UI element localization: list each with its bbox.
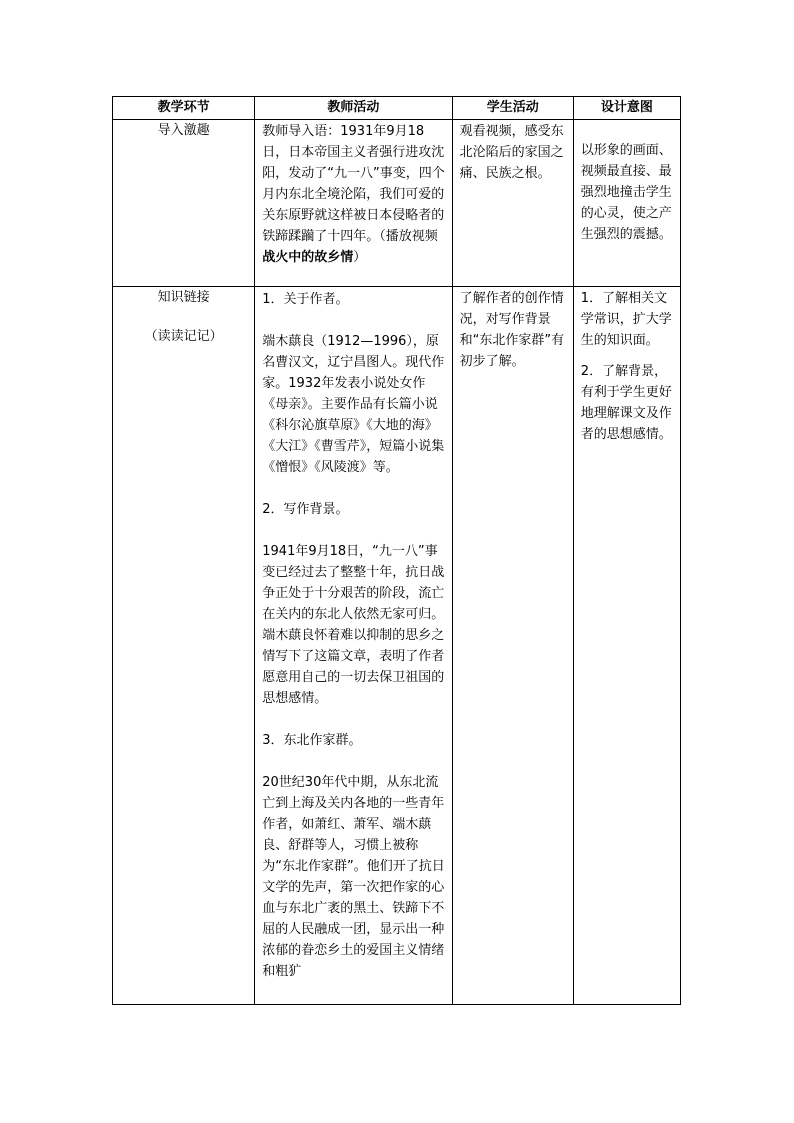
background-paragraph: 1941年9月18日，“九一八”事变已经过去了整整十年，抗日战争正处于十分艰苦的阶段，流亡在关内的东北人依然无家可归。端木蕻良怀着难以抑制的思乡之情写下了这篇文章，表明了作者愿意用自己的一切去保卫祖国的思想感情。 — [262, 544, 445, 706]
teacher-activity-cell — [255, 120, 452, 287]
section-heading-writers: 3．东北作家群。 — [262, 733, 362, 748]
header-student-activity: 学生活动 — [452, 97, 573, 120]
section-heading-background: 2．写作背景。 — [262, 502, 349, 517]
lesson-plan-table — [112, 96, 681, 1005]
student-activity-cell — [452, 120, 573, 287]
section-heading-author: 1．关于作者。 — [262, 292, 349, 307]
design-intent-item: 1．了解相关文学常识，扩大学生的知识面。 — [580, 291, 672, 348]
video-title: 战火中的故乡情 — [262, 250, 354, 265]
teacher-intro-body: 教师导入语：1931年9月18日，日本帝国主义者强行进攻沈阳，发动了“九一八”事变，四个月内东北全境沦陷，我们可爱的关东原野就这样被日本侵略者的铁蹄蹂躏了十四年。（播放视频 — [262, 124, 445, 244]
header-design-intent: 设计意图 — [573, 97, 680, 120]
header-stage: 教学环节 — [113, 97, 255, 120]
design-intent-cell — [573, 287, 680, 1005]
stage-sublabel: （读读记记） — [144, 329, 223, 344]
stage-cell — [113, 120, 255, 287]
design-intent-cell — [573, 120, 680, 287]
student-activity-text: 观看视频，感受东北沦陷后的家国之痛、民族之根。 — [459, 124, 564, 181]
author-paragraph: 端木蕻良（1912—1996），原名曹汉文，辽宁昌图人。现代作家。1932年发表小说处女作《母亲》。主要作品有长篇小说《科尔沁旗草原》《大地的海》《大江》《曹雪芹》，短篇小说集《憎恨》《风陵渡》等。 — [262, 334, 445, 475]
design-intent-text: 以形象的画面、视频最直接、最强烈地撞击学生的心灵，使之产生强烈的震撼。 — [580, 143, 672, 242]
student-activity-cell — [452, 287, 573, 1005]
table-row — [113, 120, 681, 287]
teacher-activity-cell — [255, 287, 452, 1005]
stage-cell — [113, 287, 255, 1005]
design-intent-item: 2．了解背景，有利于学生更好地理解课文及作者的思想感情。 — [580, 364, 672, 442]
header-teacher-activity: 教师活动 — [255, 97, 452, 120]
writers-paragraph: 20世纪30年代中期，从东北流亡到上海及关内各地的一些青年作者，如萧红、萧军、端木蕻良、舒群等人，习惯上被称为“东北作家群”。他们开了抗日文学的先声，第一次把作家的心血与东北广袤的黑土、铁蹄下不屈的人民融成一团，显示出一种浓郁的眷恋乡土的爱国主义情绪和粗犷 — [262, 775, 445, 979]
student-activity-text: 了解作者的创作情况，对写作背景和“东北作家群”有初步了解。 — [459, 291, 565, 369]
stage-label: 知识链接 — [157, 290, 210, 305]
table-row — [113, 287, 681, 1005]
header-row — [113, 97, 681, 120]
stage-label: 导入激趣 — [157, 123, 210, 138]
teacher-intro-text — [262, 121, 446, 268]
teacher-intro-close: ） — [353, 250, 367, 265]
